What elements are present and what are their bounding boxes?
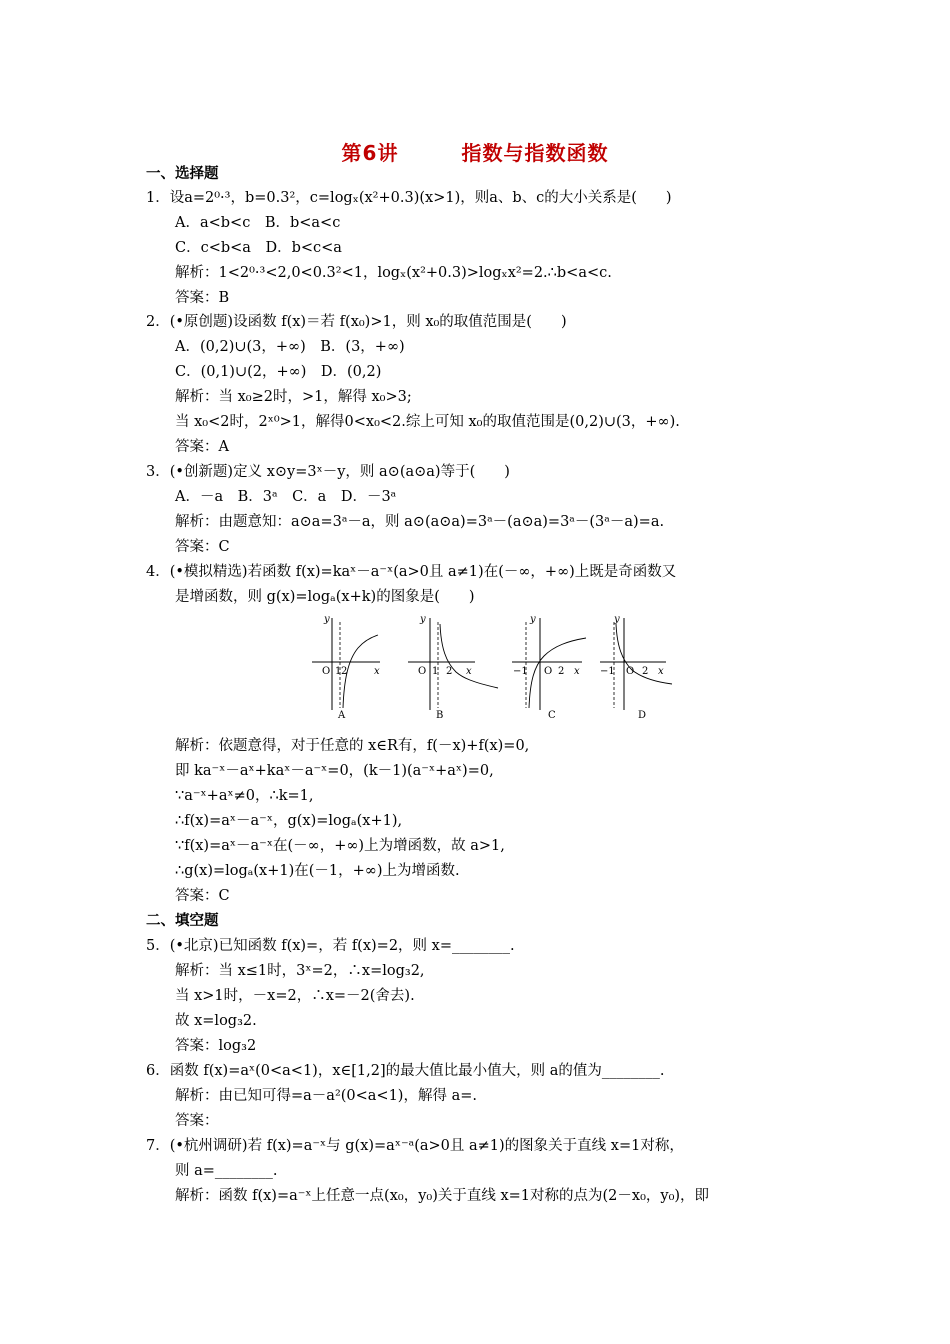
question-7-continued: 则 a=________. [175, 1163, 278, 1179]
page-title: 第6讲 指数与指数函数 [341, 141, 609, 165]
tick-label: 1 [432, 666, 439, 677]
solution-line: 解析：当 x₀≥2时，>1，解得 x₀>3; [175, 389, 412, 405]
axis-y-label: y [324, 614, 330, 625]
tick-label: 1 [335, 666, 342, 677]
option-line: C．c<b<a D．b<c<a [175, 240, 342, 256]
solution-line: 解析：由题意知：a⊙a=3ᵃ－a，则 a⊙(a⊙a)=3ᵃ－(a⊙a)=3ᵃ－(3ᵃ－a)=a. [175, 514, 665, 530]
graph-options-figure [300, 610, 680, 722]
origin-label: O [418, 666, 427, 677]
section-heading: 一、选择题 [146, 166, 219, 182]
graph-panel-b [408, 614, 498, 721]
solution-line: 解析：1<2⁰·³<2,0<0.3²<1，logₓ(x²+0.3)>logₓx²=2.∴b<a<c. [175, 265, 612, 281]
origin-label: O [626, 666, 635, 677]
answer-line: 答案：C [175, 888, 230, 904]
solution-line: 当 x₀<2时，2ˣ⁰>1，解得0<x₀<2.综上可知 x₀的取值范围是(0,2)∪(3，+∞). [175, 414, 680, 430]
axis-y-label: y [530, 614, 536, 625]
question-6: 6．函数 f(x)=aˣ(0<a<1)，x∈[1,2]的最大值比最小值大，则 a的值为________. [146, 1063, 665, 1079]
solution-line: 解析：函数 f(x)=a⁻ˣ上任意一点(x₀，y₀)关于直线 x=1对称的点为(2－x₀，y₀)，即 [175, 1188, 710, 1204]
question-5: 5．(•北京)已知函数 f(x)=，若 f(x)=2，则 x=________. [146, 938, 515, 954]
section-heading: 二、填空题 [146, 913, 219, 929]
axis-y-label: y [614, 614, 620, 625]
panel-caption-a: A [338, 710, 346, 721]
question-7: 7．(•杭州调研)若 f(x)=a⁻ˣ与 g(x)=aˣ⁻ᵃ(a>0且 a≠1)的图象关于直线 x=1对称， [146, 1138, 684, 1154]
axis-x-label: x [374, 666, 380, 677]
option-line: C．(0,1)∪(2，+∞) D．(0,2) [175, 364, 382, 380]
axis-x-label: x [658, 666, 664, 677]
question-2: 2．(•原创题)设函数 f(x)＝若 f(x₀)>1，则 x₀的取值范围是( ) [146, 314, 567, 330]
answer-line: 答案：C [175, 539, 230, 555]
solution-line: ∴f(x)=aˣ－a⁻ˣ，g(x)=logₐ(x+1), [175, 813, 403, 829]
tick-label: 2 [446, 666, 453, 677]
option-line: A．a<b<c B．b<a<c [175, 215, 341, 231]
answer-line: 答案：log₃2 [175, 1038, 257, 1054]
solution-line: 解析：依题意得，对于任意的 x∈R有，f(－x)+f(x)=0, [175, 738, 530, 754]
origin-label: O [322, 666, 331, 677]
origin-label: O [544, 666, 553, 677]
option-line: A．－a B．3ᵃ C．a D．－3ᵃ [175, 489, 397, 505]
panel-caption-d: D [638, 710, 647, 721]
question-4-continued: 是增函数，则 g(x)=logₐ(x+k)的图象是( ) [175, 589, 475, 605]
axis-x-label: x [466, 666, 472, 677]
panel-caption-b: B [436, 710, 444, 721]
solution-line: ∵a⁻ˣ+aˣ≠0，∴k=1, [175, 788, 314, 804]
tick-label: 2 [642, 666, 649, 677]
solution-line: 解析：当 x≤1时，3ˣ=2，∴x=log₃2, [175, 963, 425, 979]
solution-line: 即 ka⁻ˣ－aˣ+kaˣ－a⁻ˣ=0，(k－1)(a⁻ˣ+aˣ)=0, [175, 763, 494, 779]
tick-label: −1 [513, 666, 528, 677]
answer-line: 答案：B [175, 290, 230, 306]
axis-y-label: y [420, 614, 426, 625]
tick-label: 2 [341, 666, 348, 677]
answer-line: 答案：A [175, 439, 229, 455]
answer-line: 答案： [175, 1113, 219, 1129]
graph-panel-a [312, 614, 380, 721]
graph-panel-c [512, 614, 586, 721]
question-1: 1．设a=2⁰·³，b=0.3²，c=logₓ(x²+0.3)(x>1)，则a、b、c的大小关系是( ) [146, 190, 672, 206]
tick-label: 2 [558, 666, 565, 677]
solution-line: 解析：由已知可得=a－a²(0<a<1)，解得 a=. [175, 1088, 477, 1104]
tick-label: −1 [600, 666, 615, 677]
axis-x-label: x [574, 666, 580, 677]
graph-panel-d [600, 614, 672, 721]
solution-line: 故 x=log₃2. [175, 1013, 257, 1029]
solution-line: 当 x>1时，－x=2，∴x=－2(舍去). [175, 988, 415, 1004]
solution-line: ∵f(x)=aˣ－a⁻ˣ在(－∞，+∞)上为增函数，故 a>1, [175, 838, 505, 854]
question-3: 3．(•创新题)定义 x⊙y=3ˣ－y，则 a⊙(a⊙a)等于( ) [146, 464, 510, 480]
panel-caption-c: C [548, 710, 556, 721]
solution-line: ∴g(x)=logₐ(x+1)在(－1，+∞)上为增函数. [175, 863, 460, 879]
option-line: A．(0,2)∪(3，+∞) B．(3，+∞) [175, 339, 405, 355]
question-4: 4．(•模拟精选)若函数 f(x)=kaˣ－a⁻ˣ(a>0且 a≠1)在(－∞，+∞)上既是奇函数又 [146, 564, 677, 580]
